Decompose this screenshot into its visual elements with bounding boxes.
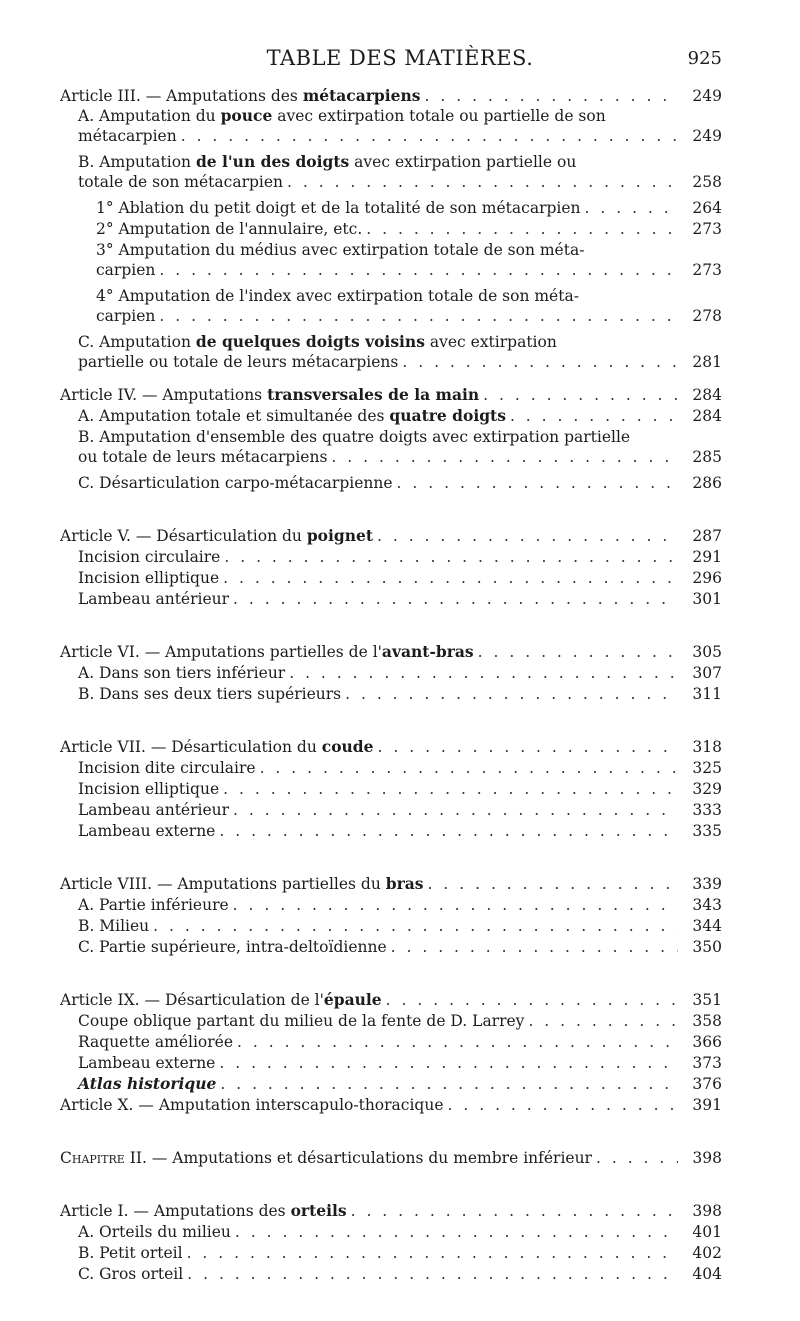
entry-text: Article IV. — Amputations (60, 386, 268, 404)
entry-continuation: métacarpien (78, 127, 177, 145)
toc-entry (60, 821, 722, 841)
toc-entry (60, 1053, 722, 1073)
toc-entry (60, 779, 722, 799)
entry-line (96, 198, 722, 218)
entry-label (60, 1148, 592, 1168)
entry-first-line (78, 106, 722, 126)
entry-text: avec extirpation (424, 333, 557, 351)
toc-entry (60, 642, 722, 662)
entry-line (78, 916, 722, 936)
entry-first-line (78, 427, 722, 447)
entry-line (60, 1095, 722, 1115)
entry-label (78, 779, 219, 799)
entry-first-line (96, 240, 722, 260)
dot-leader (528, 1011, 678, 1031)
entry-label (78, 447, 327, 467)
page-ref: 344 (692, 917, 722, 935)
entry-label (78, 406, 506, 426)
entry-line (60, 385, 722, 405)
entry-label (78, 1032, 233, 1052)
dot-leader (478, 642, 678, 662)
entry-label (78, 1074, 216, 1094)
entry-line (78, 937, 722, 957)
page-ref: 296 (692, 569, 722, 587)
entry-label (96, 306, 155, 326)
toc-entry (60, 1201, 722, 1221)
entry-text: avec extirpation partielle ou (349, 153, 577, 171)
toc-entry (60, 684, 722, 704)
entry-keyword: orteils (290, 1201, 347, 1220)
entry-label (78, 547, 220, 567)
entry-label (78, 916, 149, 936)
toc-entry (60, 1032, 722, 1052)
page-ref: 398 (692, 1149, 722, 1167)
page-ref: 350 (692, 938, 722, 956)
dot-leader (596, 1148, 678, 1168)
entry-label (78, 800, 229, 820)
page-ref: 311 (692, 685, 722, 703)
entry-line (78, 352, 722, 372)
entry-text: 2° Amputation de l'annulaire, etc. (96, 220, 363, 238)
toc-entry (60, 547, 722, 567)
entry-text: B. Dans ses deux tiers supérieurs (78, 685, 342, 703)
dot-leader (585, 198, 678, 218)
entry-label (78, 1222, 231, 1242)
entry-keyword: de l'un des doigts (195, 152, 350, 171)
page-ref: 264 (692, 199, 722, 217)
dot-leader (187, 1243, 678, 1263)
dot-leader (345, 684, 678, 704)
entry-line (78, 126, 722, 146)
toc-entry (60, 473, 722, 493)
page-ref: 301 (692, 590, 722, 608)
toc-entry (60, 1264, 722, 1284)
page-ref: 285 (692, 448, 722, 466)
entry-label (78, 821, 215, 841)
page-ref: 329 (692, 780, 722, 798)
entry-line (78, 684, 722, 704)
dot-leader (510, 406, 678, 426)
entry-keyword: transversales de la main (267, 385, 480, 404)
entry-text: Article V. — Désarticulation du (60, 527, 307, 545)
entry-label (78, 172, 283, 192)
entry-text: Article X. — Amputation interscapulo-thoracique (60, 1096, 444, 1114)
entry-first-line (78, 332, 722, 352)
entry-text: A. Orteils du milieu (78, 1223, 231, 1241)
entry-label (78, 663, 285, 683)
toc-entry (60, 406, 722, 426)
dot-leader (331, 447, 678, 467)
chapter-label: Chapitre (60, 1149, 125, 1167)
entry-label (78, 895, 229, 915)
entry-keyword: de quelques doigts voisins (195, 332, 425, 351)
toc-entry (60, 1011, 722, 1031)
entry-line (78, 172, 722, 192)
entry-label (60, 990, 382, 1010)
entry-text: avec extirpation totale ou partielle de son (272, 107, 606, 125)
toc-entry (60, 86, 722, 106)
page-ref: 286 (692, 474, 722, 492)
entry-text: C. Partie supérieure, intra-deltoïdienne (78, 938, 387, 956)
dot-leader (402, 352, 678, 372)
entry-line (78, 473, 722, 493)
entry-line (96, 219, 722, 239)
entry-label (60, 1095, 444, 1115)
dot-leader (223, 779, 678, 799)
entry-text: A. Dans son tiers inférieur (78, 664, 286, 682)
toc-entry (60, 106, 722, 146)
entry-line (78, 1222, 722, 1242)
entry-line (78, 779, 722, 799)
entry-line (96, 306, 722, 326)
page-ref: 325 (692, 759, 722, 777)
entry-text: Incision elliptique (78, 569, 220, 587)
entry-text: Article III. — Amputations des (60, 87, 303, 105)
page-ref: 358 (692, 1012, 722, 1030)
entry-text: B. Amputation (78, 153, 196, 171)
toc-entry (60, 990, 722, 1010)
toc-entry (60, 589, 722, 609)
dot-leader (428, 874, 678, 894)
toc-entry (60, 800, 722, 820)
entry-title: Atlas historique (78, 1074, 217, 1093)
page-ref: 402 (692, 1244, 722, 1262)
entry-text: Lambeau antérieur (78, 801, 230, 819)
dot-leader (219, 1053, 678, 1073)
dot-leader (377, 526, 678, 546)
toc-entry (60, 1148, 722, 1168)
entry-label (78, 352, 398, 372)
entry-text: C. Gros orteil (78, 1265, 184, 1283)
entry-label (78, 589, 229, 609)
page-ref: 401 (692, 1223, 722, 1241)
entry-line (78, 1243, 722, 1263)
entry-line (78, 758, 722, 778)
entry-text: C. Désarticulation carpo-métacarpienne (78, 474, 393, 492)
dot-leader (378, 737, 678, 757)
toc-entry (60, 526, 722, 546)
entry-line (60, 737, 722, 757)
page-ref: 335 (692, 822, 722, 840)
dot-leader (260, 758, 678, 778)
dot-leader (219, 821, 678, 841)
dot-leader (237, 1032, 678, 1052)
toc-entry (60, 737, 722, 757)
entry-line (78, 1264, 722, 1284)
entry-text: C. Amputation (78, 333, 196, 351)
entry-label (78, 1011, 524, 1031)
entry-label (60, 642, 474, 662)
entry-text: A. Amputation du (78, 107, 221, 125)
entry-text: Article VI. — Amputations partielles de l' (60, 643, 382, 661)
page-ref: 305 (692, 643, 722, 661)
entry-text: Article VII. — Désarticulation du (60, 738, 322, 756)
dot-leader (235, 1222, 678, 1242)
entry-continuation: carpien (96, 261, 156, 279)
dot-leader (181, 126, 678, 146)
page-ref: 273 (692, 220, 722, 238)
entry-label (78, 568, 219, 588)
dot-leader (187, 1264, 678, 1284)
entry-keyword: bras (385, 874, 424, 893)
dot-leader (448, 1095, 678, 1115)
entry-label (60, 86, 421, 106)
dot-leader (223, 568, 678, 588)
toc-entry (60, 758, 722, 778)
page-ref: 318 (692, 738, 722, 756)
entry-label (78, 758, 256, 778)
entry-text: 4° Amputation de l'index avec extirpation totale de son méta- (96, 287, 579, 305)
dot-leader (425, 86, 678, 106)
toc-entry (60, 240, 722, 280)
entry-line (78, 1053, 722, 1073)
entry-first-line (96, 286, 722, 306)
entry-text: Article IX. — Désarticulation de l' (60, 991, 324, 1009)
page-ref: 281 (692, 353, 722, 371)
toc-entry (60, 874, 722, 894)
entry-label (60, 526, 373, 546)
page-header (0, 46, 800, 76)
dot-leader (391, 937, 678, 957)
toc-entry (60, 1222, 722, 1242)
entry-line (78, 1074, 722, 1094)
page-ref: 249 (692, 87, 722, 105)
entry-line (78, 447, 722, 467)
entry-label (78, 473, 393, 493)
page-ref: 258 (692, 173, 722, 191)
entry-keyword: épaule (323, 990, 382, 1009)
dot-leader (366, 219, 678, 239)
page-ref: 249 (692, 127, 722, 145)
page-ref: 278 (692, 307, 722, 325)
entry-text: B. Milieu (78, 917, 150, 935)
toc-entry (60, 895, 722, 915)
entry-line (78, 547, 722, 567)
toc-entry (60, 937, 722, 957)
page-ref: 284 (692, 407, 722, 425)
entry-line (78, 1011, 722, 1031)
entry-keyword: pouce (220, 106, 273, 125)
entry-keyword: métacarpiens (302, 86, 421, 105)
entry-text: Incision elliptique (78, 780, 220, 798)
entry-label (78, 1264, 183, 1284)
entry-keyword: poignet (306, 526, 374, 545)
toc-entry (60, 1243, 722, 1263)
entry-text: Raquette améliorée (78, 1033, 234, 1051)
entry-line (60, 642, 722, 662)
dot-leader (159, 306, 678, 326)
entry-line (78, 589, 722, 609)
page-ref: 307 (692, 664, 722, 682)
toc-entry (60, 663, 722, 683)
entry-text: Lambeau externe (78, 822, 216, 840)
dot-leader (289, 663, 678, 683)
page-ref: 287 (692, 527, 722, 545)
entry-text: B. Amputation d'ensemble des quatre doigts avec extirpation partielle (78, 428, 631, 446)
entry-continuation: totale de son métacarpien (78, 173, 284, 191)
toc-entry (60, 219, 722, 239)
entry-line (60, 86, 722, 106)
toc-entry (60, 198, 722, 218)
dot-leader (483, 385, 678, 405)
entry-text: Incision circulaire (78, 548, 221, 566)
entry-line (60, 1201, 722, 1221)
toc-entry (60, 385, 722, 405)
toc-entry (60, 568, 722, 588)
entry-text: 3° Amputation du médius avec extirpation totale de son méta- (96, 241, 585, 259)
dot-leader (386, 990, 678, 1010)
entry-line (78, 568, 722, 588)
entry-line (60, 1148, 722, 1168)
entry-keyword: quatre doigts (389, 406, 506, 425)
entry-text: A. Amputation totale et simultanée des (78, 407, 390, 425)
page-ref: 284 (692, 386, 722, 404)
toc-entry (60, 916, 722, 936)
entry-line (78, 821, 722, 841)
entry-label (96, 198, 581, 218)
entry-label (96, 219, 362, 239)
entry-text: Incision dite circulaire (78, 759, 256, 777)
dot-leader (159, 260, 678, 280)
entry-label (78, 1053, 215, 1073)
page-ref: 376 (692, 1075, 722, 1093)
toc-entry (60, 1074, 722, 1094)
page-ref: 333 (692, 801, 722, 819)
entry-text: B. Petit orteil (78, 1244, 183, 1262)
page-ref: 373 (692, 1054, 722, 1072)
page-ref: 366 (692, 1033, 722, 1051)
entry-keyword: coude (321, 737, 374, 756)
page-title: TABLE DES MATIÈRES. (266, 46, 534, 70)
entry-text: Lambeau externe (78, 1054, 216, 1072)
page-ref: 291 (692, 548, 722, 566)
entry-label (60, 874, 424, 894)
page-ref: 404 (692, 1265, 722, 1283)
entry-label (96, 260, 155, 280)
entry-line (60, 990, 722, 1010)
entry-label (78, 1243, 183, 1263)
entry-line (96, 260, 722, 280)
entry-line (78, 895, 722, 915)
toc-entry (60, 332, 722, 372)
dot-leader (233, 800, 678, 820)
page-number: 925 (687, 48, 722, 69)
dot-leader (220, 1074, 678, 1094)
entry-label (78, 126, 177, 146)
page-ref: 351 (692, 991, 722, 1009)
entry-label (60, 1201, 347, 1221)
entry-text: Coupe oblique partant du milieu de la fente de D. Larrey (78, 1012, 525, 1030)
entry-text: 1° Ablation du petit doigt et de la totalité de son métacarpien (96, 199, 581, 217)
entry-line (78, 800, 722, 820)
entry-text: II. — Amputations et désarticulations du membre inférieur (124, 1149, 592, 1167)
page-ref: 398 (692, 1202, 722, 1220)
dot-leader (153, 916, 678, 936)
entry-label (60, 737, 374, 757)
toc-entry (60, 286, 722, 326)
dot-leader (397, 473, 678, 493)
dot-leader (287, 172, 678, 192)
entry-label (60, 385, 479, 405)
toc-entry (60, 152, 722, 192)
entry-continuation: carpien (96, 307, 156, 325)
entry-text: Article VIII. — Amputations partielles du (60, 875, 386, 893)
dot-leader (233, 895, 678, 915)
entry-continuation: ou totale de leurs métacarpiens (78, 448, 328, 466)
entry-keyword: avant-bras (381, 642, 474, 661)
entry-first-line (78, 152, 722, 172)
dot-leader (233, 589, 678, 609)
entry-line (60, 526, 722, 546)
toc-entry (60, 1095, 722, 1115)
dot-leader (351, 1201, 678, 1221)
entry-line (78, 406, 722, 426)
entry-label (78, 684, 341, 704)
page-ref: 339 (692, 875, 722, 893)
entry-line (78, 1032, 722, 1052)
entry-text: Article I. — Amputations des (60, 1202, 291, 1220)
entry-text: A. Partie inférieure (78, 896, 229, 914)
dot-leader (224, 547, 678, 567)
entry-line (60, 874, 722, 894)
page-ref: 273 (692, 261, 722, 279)
entry-text: Lambeau antérieur (78, 590, 230, 608)
entry-label (78, 937, 387, 957)
entry-continuation: partielle ou totale de leurs métacarpiens (78, 353, 399, 371)
toc-entry (60, 427, 722, 467)
page-ref: 343 (692, 896, 722, 914)
entry-line (78, 663, 722, 683)
page-ref: 391 (692, 1096, 722, 1114)
